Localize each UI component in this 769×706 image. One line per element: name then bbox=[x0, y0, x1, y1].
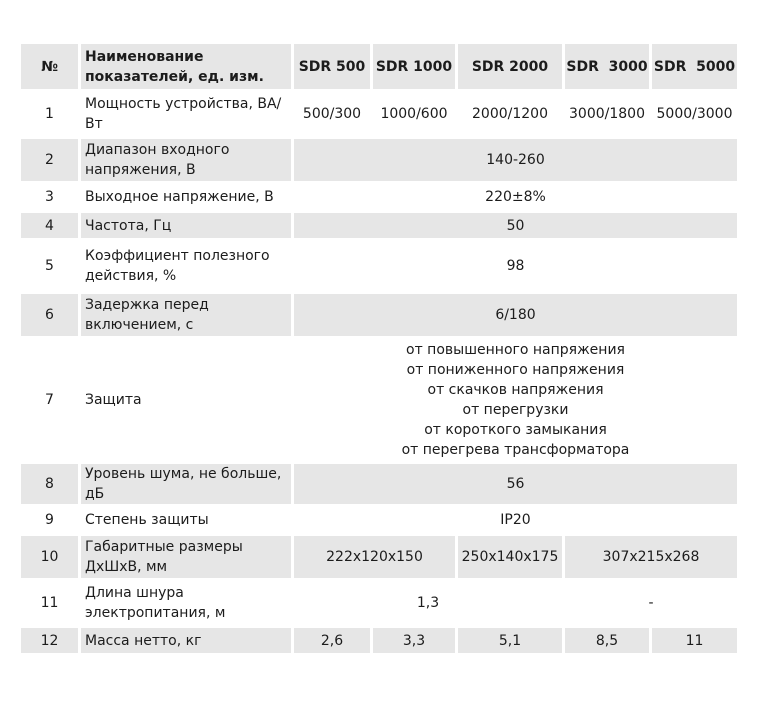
row-name: Длина шнура электропитания, м bbox=[81, 581, 291, 625]
value-cell: 220±8% bbox=[294, 184, 737, 210]
value-cell: 3,3 bbox=[373, 628, 455, 653]
row-num: 10 bbox=[21, 536, 78, 578]
value-cell: 2000/1200 bbox=[458, 92, 562, 136]
header-model-sdr2000: SDR 2000 bbox=[458, 44, 562, 89]
value-cell: 11 bbox=[652, 628, 737, 653]
row-name: Габаритные размеры ДхШхВ, мм bbox=[81, 536, 291, 578]
row-num: 7 bbox=[21, 339, 78, 461]
value-cell: 140-260 bbox=[294, 139, 737, 181]
header-model-sdr5000: SDR 5000 bbox=[652, 44, 737, 89]
value-cell: 500/300 bbox=[294, 92, 370, 136]
table-row bbox=[21, 184, 737, 210]
value-cell: 1000/600 bbox=[373, 92, 455, 136]
value-cell: 5,1 bbox=[458, 628, 562, 653]
protection-item: от скачков напряжения bbox=[427, 382, 604, 398]
protection-item: от короткого замыкания bbox=[424, 422, 607, 438]
table-row bbox=[21, 241, 737, 291]
value-cell: 56 bbox=[294, 464, 737, 504]
header-num: № bbox=[21, 44, 78, 89]
protection-item: от перегрева трансформатора bbox=[401, 442, 630, 458]
table-row bbox=[21, 581, 737, 625]
value-cell: 2,6 bbox=[294, 628, 370, 653]
value-cell: 1,3 bbox=[294, 581, 562, 625]
value-cell: 50 bbox=[294, 213, 737, 238]
row-num: 3 bbox=[21, 184, 78, 210]
table-row bbox=[21, 507, 737, 533]
row-num: 5 bbox=[21, 241, 78, 291]
row-num: 11 bbox=[21, 581, 78, 625]
row-name: Мощность устройства, ВА/Вт bbox=[81, 92, 291, 136]
header-name: Наименование показателей, ед. изм. bbox=[81, 44, 291, 89]
row-num: 8 bbox=[21, 464, 78, 504]
value-cell: 250x140x175 bbox=[458, 536, 562, 578]
table-row bbox=[21, 536, 737, 578]
value-cell: 222x120x150 bbox=[294, 536, 455, 578]
protection-item: от перегрузки bbox=[462, 402, 569, 418]
value-cell: - bbox=[565, 581, 737, 625]
row-num: 9 bbox=[21, 507, 78, 533]
row-name: Задержка перед включением, с bbox=[81, 294, 291, 336]
header-model-sdr500: SDR 500 bbox=[294, 44, 370, 89]
row-name: Диапазон входного напряжения, В bbox=[81, 139, 291, 181]
header-row bbox=[21, 44, 737, 89]
row-name: Коэффициент полезного действия, % bbox=[81, 241, 291, 291]
row-name: Защита bbox=[81, 339, 291, 461]
row-num: 6 bbox=[21, 294, 78, 336]
row-num: 4 bbox=[21, 213, 78, 238]
table-row bbox=[21, 628, 737, 653]
row-name: Масса нетто, кг bbox=[81, 628, 291, 653]
header-model-sdr1000: SDR 1000 bbox=[373, 44, 455, 89]
table-row bbox=[21, 139, 737, 181]
row-name: Частота, Гц bbox=[81, 213, 291, 238]
header-model-sdr3000: SDR 3000 bbox=[565, 44, 649, 89]
value-cell: 98 bbox=[294, 241, 737, 291]
row-num: 12 bbox=[21, 628, 78, 653]
table-row bbox=[21, 92, 737, 136]
row-name: Степень защиты bbox=[81, 507, 291, 533]
protection-list bbox=[294, 339, 737, 461]
row-num: 1 bbox=[21, 92, 78, 136]
protection-item: от повышенного напряжения bbox=[406, 342, 625, 358]
value-cell: 6/180 bbox=[294, 294, 737, 336]
value-cell: 3000/1800 bbox=[565, 92, 649, 136]
table-row bbox=[21, 213, 737, 238]
value-cell: 8,5 bbox=[565, 628, 649, 653]
value-cell: 5000/3000 bbox=[652, 92, 737, 136]
protection-item: от пониженного напряжения bbox=[406, 362, 625, 378]
spec-table bbox=[18, 41, 740, 656]
table-row bbox=[21, 294, 737, 336]
value-cell: IP20 bbox=[294, 507, 737, 533]
table-row bbox=[21, 464, 737, 504]
table-row bbox=[21, 339, 737, 461]
value-cell: 307x215x268 bbox=[565, 536, 737, 578]
row-name: Уровень шума, не больше, дБ bbox=[81, 464, 291, 504]
row-name: Выходное напряжение, В bbox=[81, 184, 291, 210]
row-num: 2 bbox=[21, 139, 78, 181]
